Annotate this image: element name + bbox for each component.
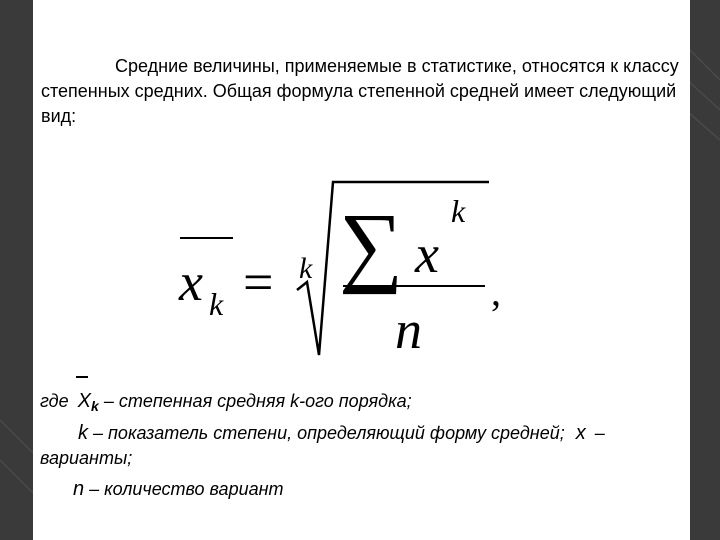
legend-symbol-k: k	[78, 422, 88, 444]
legend-text-3: варианты;	[40, 448, 133, 468]
legend-dash: –	[594, 423, 605, 443]
equals-sign: =	[243, 252, 274, 312]
legend-line-1	[40, 390, 412, 413]
legend-text-1: – степенная средняя k-ого порядка;	[103, 391, 412, 411]
denominator: n	[395, 300, 422, 360]
legend-line-4	[73, 478, 284, 501]
legend-text-4: – количество вариант	[89, 479, 284, 499]
sum-symbol: ∑	[339, 196, 404, 295]
intro-text: Средние величины, применяемые в статистике, относятся к классу степенных средних. Общая формула степенной средней имеет следующий вид:	[41, 56, 679, 126]
lhs-variable: x	[179, 252, 203, 312]
legend-text-2: – показатель степени, определяющий форму средней;	[93, 423, 565, 443]
legend-symbol-xk: X	[77, 390, 91, 412]
legend-prefix: где	[40, 391, 69, 411]
legend-line-2	[78, 422, 605, 445]
legend-symbol-x: x	[575, 422, 586, 444]
legend-subscript-k: k	[91, 398, 99, 414]
slide	[33, 0, 690, 540]
root-index: k	[299, 252, 313, 285]
legend-line-3	[40, 448, 132, 469]
numerator-variable: x	[415, 224, 439, 284]
numerator-exponent: k	[451, 193, 466, 229]
trailing-comma: ,	[491, 269, 501, 314]
legend-symbol-n: n	[73, 478, 85, 500]
lhs-subscript: k	[209, 286, 224, 322]
x-bar-mark	[76, 376, 88, 378]
